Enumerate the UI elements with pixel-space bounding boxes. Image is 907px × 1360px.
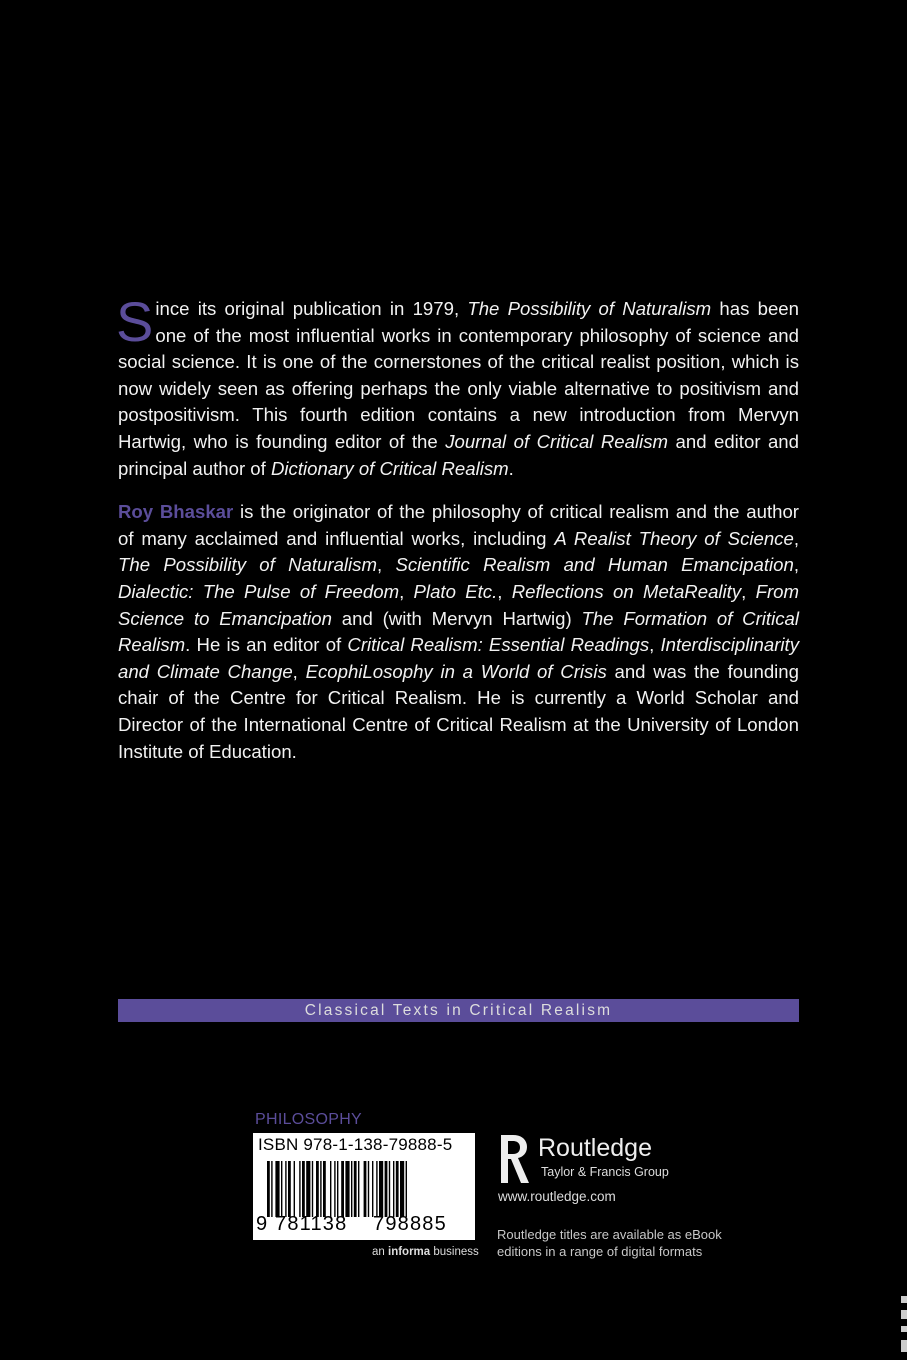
series-banner: Classical Texts in Critical Realism [118, 999, 799, 1022]
dictionary-title: Dictionary of Critical Realism [270, 457, 509, 479]
description-paragraph: Since its original publication in 1979, The Possibility of Naturalism has been one of the most influential works in contemporary philosophy of science and social science. It is one of the cornerstones of the critical realist position, which is now widely seen as offering perhaps the only viable alternative to positivism and postpositivism. This fourth edition contains a new introduction from Mervyn Hartwig, who is founding editor of the Journal of Critical Realism and editor and principal author of Dictionary of Critical Realism. [116, 290, 799, 479]
journal-title: Journal of Critical Realism [445, 430, 669, 452]
back-cover-blurb [116, 290, 799, 765]
isbn-number: ISBN 978-1-138-79888-5 [258, 1135, 453, 1154]
barcode-lead-digit: 9 [256, 1213, 268, 1235]
publisher-name: Routledge [538, 1134, 652, 1162]
drop-cap: S [116, 290, 154, 353]
isbn-barcode-block [253, 1133, 475, 1240]
publisher-group: Taylor & Francis Group [541, 1165, 669, 1179]
book-title: The Possibility of Naturalism [467, 298, 712, 319]
ebook-note: Routledge titles are available as eBook editions in a range of digital formats [497, 1227, 722, 1259]
publisher-url: www.routledge.com [498, 1189, 616, 1204]
barcode-icon [267, 1161, 463, 1217]
author-name: Roy Bhaskar [118, 501, 234, 523]
barcode-digits-right: 798885 [373, 1213, 447, 1235]
barcode-digits-left: 781138 [275, 1213, 348, 1235]
subject-category: PHILOSOPHY [255, 1111, 363, 1128]
edge-print-marks [899, 1296, 907, 1360]
routledge-r-icon [497, 1133, 531, 1185]
informa-tagline: an informa business [372, 1246, 479, 1258]
author-bio-paragraph: Roy Bhaskar is the originator of the philosophy of critical realism and the author of many acclaimed and influential works, including A Realist Theory of Science, The Possibility of Naturalism, Scientific Realism and Human Emancipation, Dialectic: The Pulse of Freedom, Plato Etc., Reflections on MetaReality, From Science to Emancipation and (with Mervyn Hartwig) The Formation of Critical Realism. He is an editor of Critical Realism: Essential Readings, Interdisciplinarity and Climate Change, EcophiLosophy in a World of Crisis and was the founding chair of the Centre for Critical Realism. He is currently a World Scholar and Director of the International Centre of Critical Realism at the University of London Institute of Education. [118, 501, 799, 762]
